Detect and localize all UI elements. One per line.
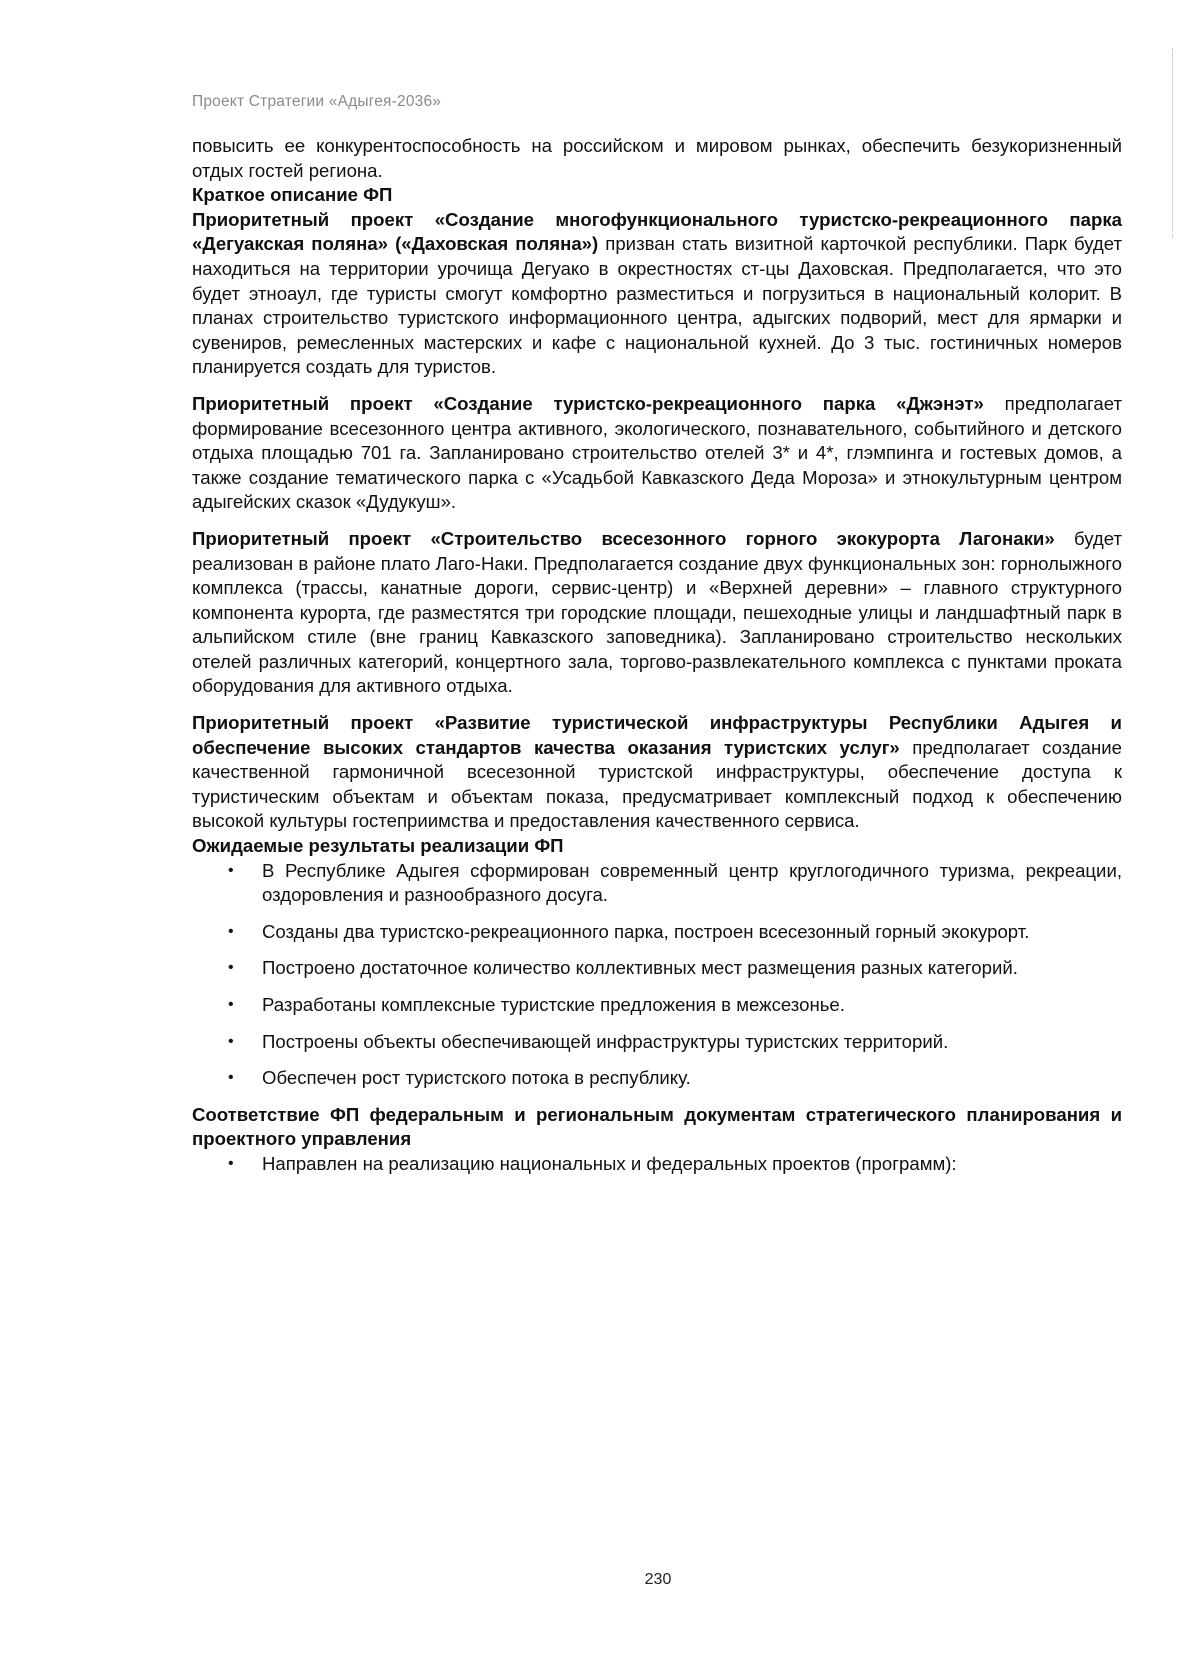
document-body [192,134,1122,1189]
scan-artifact-line [1172,48,1174,238]
bullet-icon: • [228,996,234,1013]
project-paragraph-1 [192,208,1122,380]
list-item: • Обеспечен рост туристского потока в республику. [192,1066,1122,1091]
bullet-icon: • [228,959,234,977]
project-title-1: Приоритетный проект «Создание многофункционального туристско-рекреационного парка «Дегуакская поляна» («Даховская поляна») [192,208,1122,255]
page-number: 230 [644,1571,672,1588]
list-item: • Построены объекты обеспечивающей инфраструктуры туристских территорий. [192,1030,1122,1055]
list-item: • Созданы два туристско-рекреационного парка, построен всесезонный горный экокурорт. [192,920,1122,945]
list-item: • Направлен на реализацию национальных и федеральных проектов (программ): [192,1152,1122,1177]
bullet-icon: • [228,922,234,940]
bullet-icon: • [228,1032,234,1050]
project-title-2: Приоритетный проект «Создание туристско-рекреационного парка «Джэнэт» [192,392,984,414]
results-list [192,859,1122,1091]
project-text-1: призван стать визитной карточкой республики. Парк будет находиться на территории урочища Дегуако в окрестностях ст-цы Даховская. Предполагается, что это будет этноаул, где туристы смогут комфортно разместиться и погрузиться в национальный колорит. В планах строительство туристского информационного центра, адыгских подворий, мест для ярмарки и сувениров, ремесленных мастерских и кафе с национальной кухней. До 3 тыс. гостиничных номеров планируется создать для туристов. [192,233,1123,378]
project-text-4: предполагает создание качественной гармоничной всесезонной туристской инфраструктуры, обеспечение доступа к туристическим объектам и объектам показа, предусматривает комплексный подход к обеспечению высокой культуры гостеприимства и предоставления качественного сервиса. [192,736,1122,832]
project-paragraph-4 [192,711,1122,834]
project-title-3: Приоритетный проект «Строительство всесезонного горного экокурорта Лагонаки» [192,527,1055,549]
project-text-3: будет реализован в районе плато Лаго-Наки. Предполагается создание двух функциональных зон: горнолыжного комплекса (трассы, канатные дороги, сервис-центр) и «Верхней деревни» – главного структурного компонента курорта, где разместятся три городские площади, пешеходные улицы и ландшафтный парк в альпийском стиле (вне границ Кавказского заповедника). Запланировано строительство нескольких отелей различных категорий, концертного зала, торгово-развлекательного комплекса с пунктами проката оборудования для активного отдыха. [192,527,1122,697]
project-title-4: Приоритетный проект «Развитие туристической инфраструктуры Республики Адыгея и обеспечение высоких стандартов качества оказания туристских услуг» [192,712,1122,758]
results-heading: Ожидаемые результаты реализации ФП [192,835,564,857]
list-item: • В Республике Адыгея сформирован современный центр круглогодичного туризма, рекреации, оздоровления и разнообразного досуга. [228,859,1122,906]
intro-paragraph: повысить ее конкурентоспособность на российском и мировом рынках, обеспечить безукоризненный отдых гостей региона. [192,135,1122,181]
list-item: • Построено достаточное количество коллективных мест размещения разных категорий. [192,956,1122,981]
list-item: • Разработаны комплексные туристские предложения в межсезонье. [192,993,1122,1018]
bullet-icon: • [228,1069,234,1087]
compliance-list [192,1152,1122,1177]
description-heading: Краткое описание ФП [192,184,393,206]
project-paragraph-2 [192,392,1122,515]
bullet-icon: • [228,1154,234,1172]
bullet-icon: • [228,861,234,879]
compliance-heading: Соответствие ФП федеральным и региональным документам стратегического планирования и проектного управления [192,1103,1122,1150]
project-text-2: предполагает формирование всесезонного центра активного, экологического, познавательного, событийного и детского отдыха площадью 701 га. Запланировано строительство отелей 3* и 4*, глэмпинга и гостевых домов, а также создание тематического парка с «Усадьбой Кавказского Деда Мороза» и этнокультурным центром адыгейских сказок «Дудукуш». [192,392,1122,513]
running-header: Проект Стратегии «Адыгея-2036» [192,93,442,110]
project-paragraph-3 [192,527,1122,699]
